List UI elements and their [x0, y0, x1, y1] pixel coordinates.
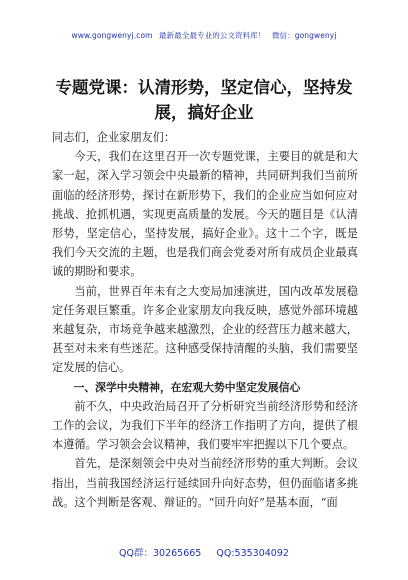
- header-wechat: 微信：gongwenyj: [271, 31, 337, 40]
- section-heading: 一、深学中央精神，在宏观大势中坚定发展信心: [73, 380, 301, 394]
- body-paragraph: 前不久，中央政治局召开了分析研究当前经济形势和经济工作的会议，为我们下半年的经济工作指明了方向，提供了根本遵循。学习领会会议精神，我们要牢牢把握以下几个要点。: [52, 399, 358, 452]
- footer-qq: QQ:535304092: [216, 548, 289, 559]
- body-paragraph: 当前，世界百年未有之大变局加速演进，国内改革发展稳定任务艰巨繁重。许多企业家朋友向我反映，感觉外部环境越来越复杂，市场竞争越来越激烈，企业的经营压力越来越大，甚至对未来有些迷茫。这种感受保持清醒的头脑，我们需要坚定发展的信心。: [52, 284, 358, 375]
- body-paragraph: 今天，我们在这里召开一次专题党课，主要目的就是和大家一起，深入学习领会中央最新的精神，共同研判我们当前所面临的经济形势，探讨在新形势下，我们的企业应当如何应对挑战、抢抓机遇，实现更高质量的发展。今天的题目是《认清形势，坚定信心，坚持发展，搞好企业》。这十二个字，既是我们今天交流的主题，也是我们商会党委对所有成员企业最真诚的期盼和要求。: [52, 150, 358, 279]
- body-paragraph: 首先，是深刻领会中央对当前经济形势的重大判断。会议指出，当前我国经济运行延续回升向好态势，但仍面临诸多挑战。这个判断是客观、辩证的。“回升向好”是基本面，“面: [52, 457, 358, 509]
- page-footer: [0, 545, 408, 559]
- header-website[interactable]: www.gongwenyj.com: [71, 31, 153, 40]
- document-title: 专题党课：认清形势，坚定信心，坚持发展，搞好企业: [55, 78, 353, 122]
- document-body: [52, 128, 358, 512]
- footer-qq-group: QQ群：30265665: [119, 548, 202, 559]
- greeting: 同志们，企业家朋友们：: [52, 131, 176, 144]
- header-tagline: 最新最全最专业的公文资料库！: [159, 31, 266, 40]
- page-header: [0, 30, 408, 41]
